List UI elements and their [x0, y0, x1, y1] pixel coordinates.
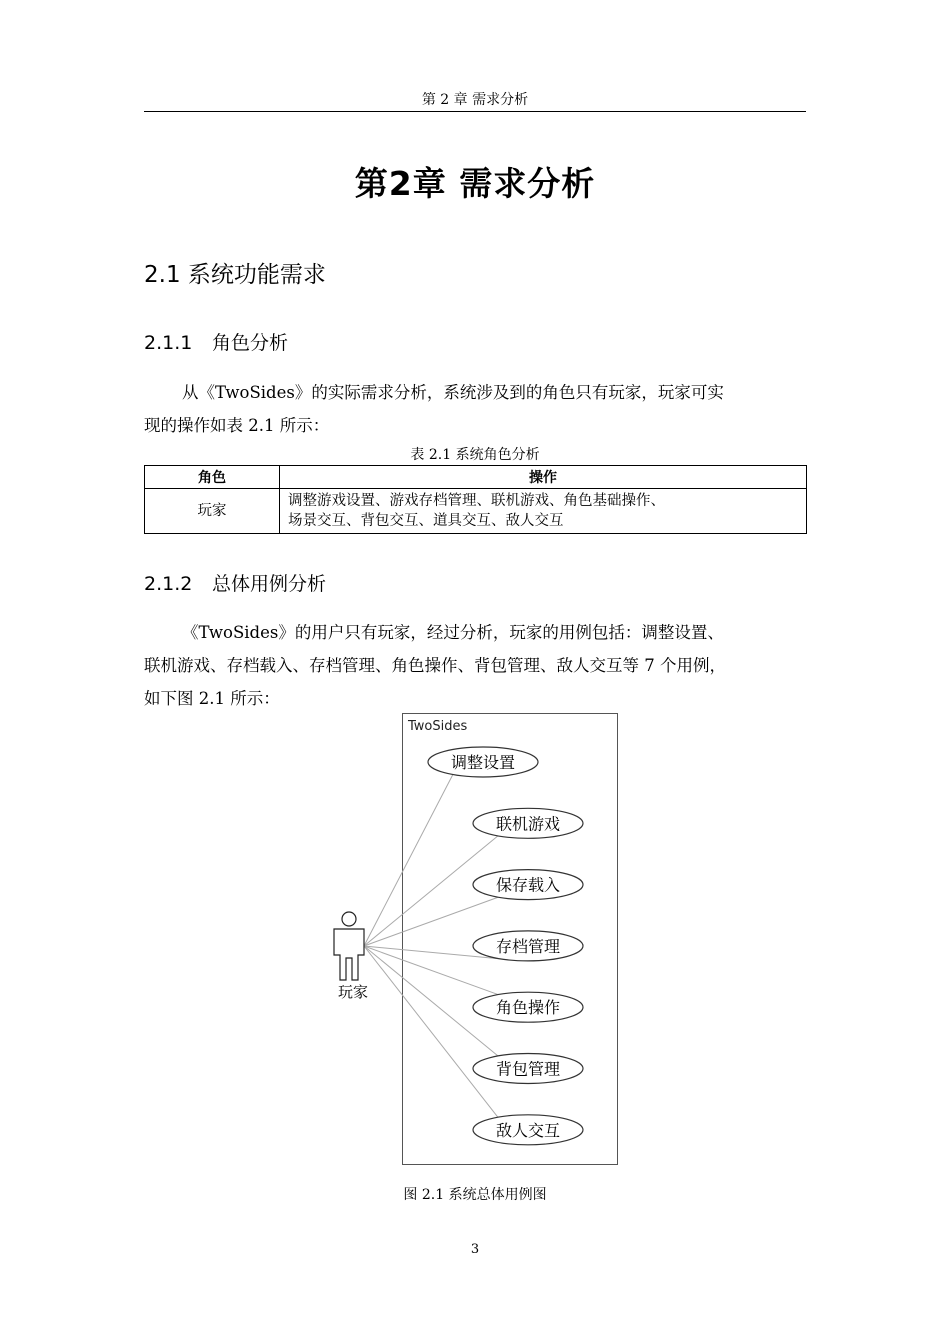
use-case-label: 敌人交互 — [495, 1120, 561, 1140]
paragraph-line: 如下图 2.1 所示： — [144, 689, 280, 708]
subsection-heading-2-1-2 — [144, 569, 326, 596]
table-header-row — [145, 466, 807, 489]
use-case — [473, 808, 583, 838]
paragraph-use-case-analysis — [144, 616, 806, 715]
cell-line: 场景交互、背包交互、道具交互、敌人交互 — [288, 513, 564, 529]
table-header-operations: 操作 — [280, 466, 807, 489]
cell-line: 调整游戏设置、游戏存档管理、联机游戏、角色基础操作、 — [288, 493, 665, 509]
paragraph-line: 从《TwoSides》的实际需求分析，系统涉及到的角色只有玩家，玩家可实 — [182, 383, 724, 402]
paragraph-role-analysis — [144, 376, 806, 442]
use-case-label: 联机游戏 — [495, 814, 561, 834]
page-number: 3 — [470, 1242, 480, 1257]
paragraph-line: 《TwoSides》的用户只有玩家，经过分析，玩家的用例包括：调整设置、 — [182, 623, 724, 642]
actor-icon — [334, 912, 364, 980]
subsection-heading-2-1-1 — [144, 328, 288, 355]
table-cell-role: 玩家 — [145, 489, 280, 534]
use-case — [473, 1054, 583, 1084]
section-heading: 2.1 系统功能需求 — [144, 262, 326, 288]
use-case-label: 角色操作 — [495, 998, 561, 1018]
use-case — [473, 931, 583, 961]
use-case — [473, 1115, 583, 1145]
subsection-number: 2.1.1 — [144, 332, 193, 354]
use-case — [473, 992, 583, 1022]
actor-label: 玩家 — [337, 983, 369, 1001]
use-case — [473, 870, 583, 900]
paragraph-line: 现的操作如表 2.1 所示： — [144, 416, 330, 435]
table-cell-operations — [280, 489, 807, 534]
table-caption: 表 2.1 系统角色分析 — [410, 447, 540, 463]
subsection-title: 角色分析 — [212, 332, 289, 354]
role-table — [144, 465, 807, 534]
subsection-title: 总体用例分析 — [212, 573, 327, 595]
use-case — [428, 747, 538, 777]
running-header: 第 2 章 需求分析 — [421, 92, 529, 108]
figure-caption: 图 2.1 系统总体用例图 — [403, 1187, 547, 1203]
use-case-label: 调整设置 — [450, 753, 516, 772]
subsection-number: 2.1.2 — [144, 573, 193, 595]
header-rule — [144, 111, 806, 112]
use-case-diagram — [330, 710, 630, 1170]
use-case-label: 背包管理 — [495, 1059, 561, 1079]
paragraph-line: 联机游戏、存档载入、存档管理、角色操作、背包管理、敌人交互等 7 个用例， — [144, 656, 726, 675]
system-name: TwoSides — [408, 719, 468, 734]
use-case-label: 保存载入 — [495, 875, 561, 895]
use-case-label: 存档管理 — [495, 936, 561, 956]
table-header-role: 角色 — [145, 466, 280, 489]
chapter-title: 第2章 需求分析 — [354, 164, 596, 203]
actor — [334, 912, 368, 1001]
table-row — [145, 489, 807, 534]
